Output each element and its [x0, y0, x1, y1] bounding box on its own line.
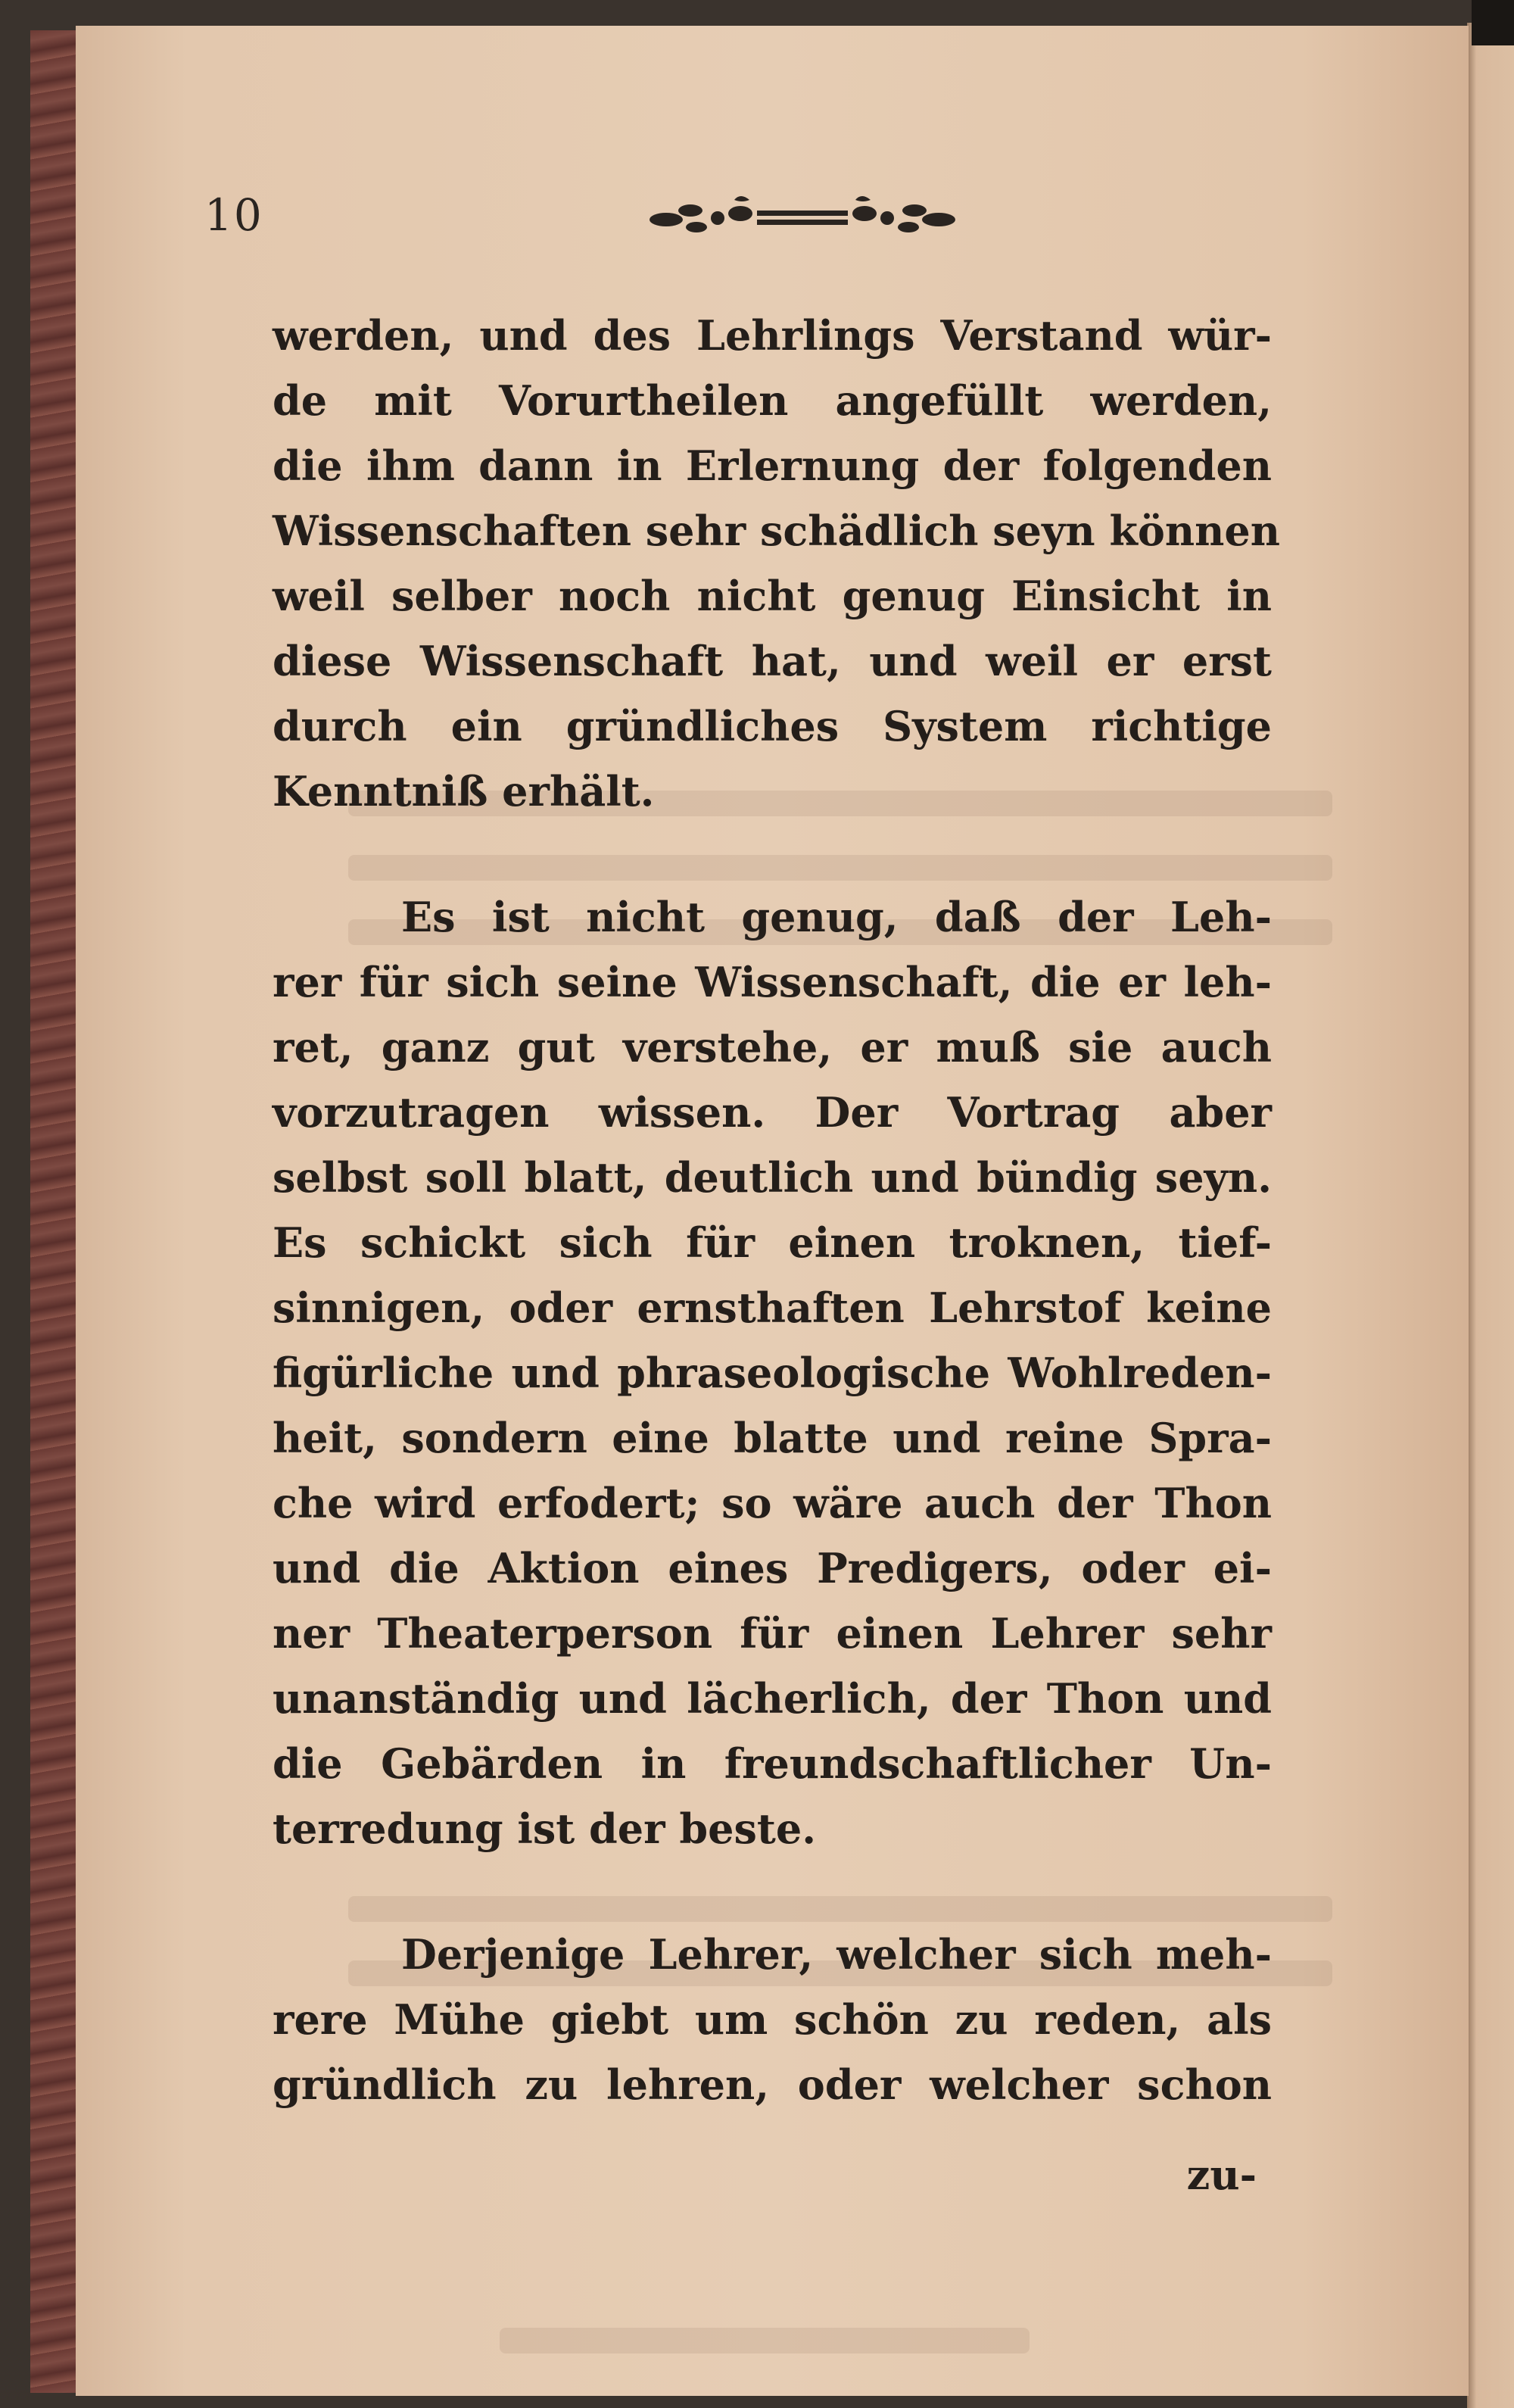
text-line: sinnigen, oder ernsthaften Lehrstof keine: [273, 1284, 1272, 1332]
text-line: unanständig und lächerlich, der Thon und: [273, 1674, 1272, 1723]
body-text: [273, 303, 1281, 2117]
facing-page-edge: [1467, 23, 1514, 2408]
text-line: weil selber noch nicht genug Einsicht in: [273, 572, 1272, 620]
page-number: 10: [204, 189, 263, 241]
text-line: die Gebärden in freundschaftlicher Un-: [273, 1739, 1272, 1788]
text-line: Wissenschaften sehr schädlich seyn können: [273, 507, 1281, 555]
text-line: und die Aktion eines Predigers, oder ei-: [273, 1544, 1272, 1592]
scan-border: [1472, 0, 1514, 45]
text-line: durch ein gründliches System richtige: [273, 702, 1272, 750]
text-line: rere Mühe giebt um schön zu reden, als: [273, 1995, 1272, 2044]
paragraph-3: [273, 1922, 1272, 2117]
page-header: [204, 189, 1249, 257]
text-line: ret, ganz gut verstehe, er muß sie auch: [273, 1023, 1272, 1071]
text-line: Derjenige Lehrer, welcher sich meh-: [401, 1930, 1272, 1979]
text-line: selbst soll blatt, deutlich und bündig seyn.: [273, 1153, 1272, 1202]
text-line: ner Theaterperson für einen Lehrer sehr: [273, 1609, 1272, 1658]
text-line: Es ist nicht genug, daß der Leh-: [401, 893, 1272, 941]
text-line: rer für sich seine Wissenschaft, die er leh-: [273, 958, 1272, 1006]
text-line: heit, sondern eine blatte und reine Spra-: [273, 1414, 1272, 1462]
ornament-vignette-icon: [643, 191, 961, 244]
text-line: Es schickt sich für einen troknen, tief-: [273, 1218, 1272, 1267]
text-line: figürliche und phraseologische Wohlreden-: [273, 1349, 1272, 1397]
text-line: werden, und des Lehrlings Verstand wür-: [273, 311, 1272, 360]
book-spine: [30, 30, 76, 2393]
text-line: Kenntniß erhält.: [273, 767, 655, 816]
catchword: zu-: [1186, 2151, 1257, 2199]
paragraph-2: [273, 884, 1272, 1861]
show-through-line: [500, 2328, 1030, 2353]
text-line: terredung ist der beste.: [273, 1804, 817, 1853]
text-line: de mit Vorurtheilen angefüllt werden,: [273, 376, 1272, 425]
text-line: die ihm dann in Erlernung der folgenden: [273, 441, 1272, 490]
text-line: diese Wissenschaft hat, und weil er erst: [273, 637, 1272, 685]
text-line: vorzutragen wissen. Der Vortrag aber: [273, 1088, 1272, 1137]
paragraph-1: [273, 303, 1281, 824]
text-line: che wird erfodert; so wäre auch der Thon: [273, 1479, 1272, 1527]
text-line: gründlich zu lehren, oder welcher schon: [273, 2060, 1272, 2109]
